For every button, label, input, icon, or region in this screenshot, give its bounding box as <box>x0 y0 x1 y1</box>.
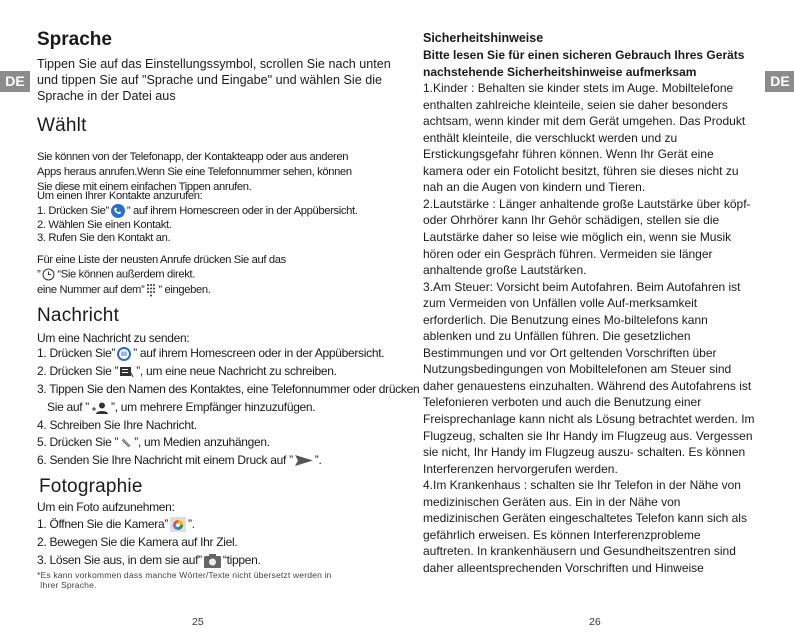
safety-text-line: 1.Kinder : Behalten sie kinder stets im Auge. Mobiltelefone <box>423 81 734 95</box>
safety-text-line: 4.Im Krankenhaus : schalten sie Ihr Telefon in der Nähe von <box>423 478 741 493</box>
dialpad-icon <box>146 283 156 297</box>
page-number-right: 26 <box>589 616 601 628</box>
safety-text-line: zum Vermeiden von Unfällen volle Auf-merksamkeit <box>423 296 698 311</box>
safety-text-line: hören oder ein Gespräch führen. Vermeiden sie länger <box>423 246 713 261</box>
text: ” auf ihrem Homescreen oder in der Appübersicht. <box>126 204 358 217</box>
message-step-6 <box>37 453 322 467</box>
page-number-left: 25 <box>192 616 204 628</box>
text: ” eingeben. <box>158 283 211 296</box>
safety-text-line: nah an die Augen von kindern und Tieren. <box>423 180 646 195</box>
paperclip-icon <box>120 437 132 449</box>
text: 1. Drücken Sie” <box>37 204 109 217</box>
phone-app-icon <box>111 204 125 218</box>
call-step-2: 2. Wählen Sie einen Kontakt. <box>37 219 172 231</box>
safety-text-line: ablenken und zu Unfällen führen. Die gesetzlichen <box>423 329 691 344</box>
text: ”, um Medien anzuhängen. <box>134 435 270 449</box>
sprache-line: Tippen Sie auf das Einstellungssymbol, scrollen Sie nach unten <box>37 57 391 71</box>
safety-text-line: gefährlich erweisen. Es können Interferenzprobleme <box>423 527 701 542</box>
footnote: *Es kann vorkommen dass manche Wörter/Texte nicht übersetzt werden in <box>37 570 332 580</box>
message-step-1 <box>37 346 384 361</box>
contact-heading: Um einen Ihrer Kontakte anzurufen: <box>37 190 203 202</box>
safety-text-line: Interferenzen hervorgerufen werden. <box>423 461 618 476</box>
text: 6. Senden Sie Ihre Nachricht mit einem Druck auf ” <box>37 453 293 467</box>
section-title-waehlt: Wählt <box>37 115 87 136</box>
call-step-1 <box>37 204 358 218</box>
safety-text-line: Lautstärke daher so leise wie möglich ein, wenn sie Musik <box>423 229 732 244</box>
safety-text-line: oder Ohrhörer kann Ihr Gehör schädigen, stellen sie die <box>423 213 720 228</box>
safety-text-line: medizinischen Geräten aus. Ein in der Nähe von <box>423 494 681 509</box>
recent-calls-line: Für eine Liste der neusten Anrufe drücken Sie auf das <box>37 254 286 266</box>
call-step-3: 3. Rufen Sie den Kontakt an. <box>37 232 171 244</box>
safety-text-line: Erstickungsgefahr führen können. Wenn Ihr Gerät eine <box>423 147 714 162</box>
recent-calls-line <box>37 268 195 281</box>
safety-text-line: sie nicht, Ihr Handy im Flugzeug auszu- schalten. Es können <box>423 445 746 460</box>
safety-text-line: Freisprechanlage kann nicht als Lösung betrachtet werden. Im <box>423 412 755 426</box>
text: 2. Drücken Sie ” <box>37 364 119 378</box>
sprache-line: Sprache in der Datei aus <box>37 89 176 103</box>
message-intro: Um eine Nachricht zu senden: <box>37 331 190 345</box>
text: 3. Lösen Sie aus, in dem sie auf” <box>37 553 202 567</box>
photo-step-3 <box>37 553 261 568</box>
waehlt-intro-line: Sie können von der Telefonapp, der Kontakteapp oder aus anderen <box>37 151 349 163</box>
safety-text-line: auftreten. In krankenhäusern und Gesundheitszentren sind <box>423 544 736 559</box>
safety-subtitle: Bitte lesen Sie für einen sicheren Gebrauch Ihres Geräts <box>423 48 745 62</box>
text: ”. <box>314 453 322 467</box>
send-icon <box>295 455 313 466</box>
message-step-4: 4. Schreiben Sie Ihre Nachricht. <box>37 418 197 432</box>
section-title-fotographie: Fotographie <box>39 476 143 497</box>
section-title-sprache: Sprache <box>37 29 112 50</box>
safety-text-line: Telefonieren verboten und auch die Benutzung einer <box>423 395 702 410</box>
language-badge-left: DE <box>0 71 30 92</box>
message-step-2 <box>37 364 337 378</box>
language-badge-right: DE <box>765 71 794 92</box>
photo-step-2: 2. Bewegen Sie die Kamera auf Ihr Ziel. <box>37 535 238 549</box>
recent-calls-line <box>37 283 211 297</box>
safety-text-line: enthalten zahlreiche kleinteile, seien sie daher besonders <box>423 97 728 112</box>
text: “Sie können außerdem direkt. <box>57 268 195 281</box>
waehlt-intro-line: Sie diese mit einem einfachen Tippen anrufen. <box>37 181 252 193</box>
message-step-3: 3. Tippen Sie den Namen des Kontaktes, eine Telefonnummer oder drücken <box>37 382 420 396</box>
safety-text-line: achtsam, wenn kinder mit dem Gerät umgehen. Das Produkt <box>423 114 746 129</box>
camera-app-icon <box>170 517 186 532</box>
photo-intro: Um ein Foto aufzunehmen: <box>37 500 175 514</box>
safety-text-line: Flugzeug, schalten sie Ihr Handy im Flugzeug aus. Vergessen <box>423 428 753 443</box>
safety-text-line: 2.Lautstärke : Länger anhaltende große Lautstärke über köpf- <box>423 196 751 211</box>
section-title-nachricht: Nachricht <box>37 305 120 326</box>
shutter-icon <box>204 554 221 568</box>
text: 1. Öffnen Sie die Kamera” <box>37 517 169 531</box>
compose-icon <box>120 366 134 378</box>
sprache-line: und tippen Sie auf "Sprache und Eingabe" und wählen Sie die <box>37 73 383 87</box>
safety-text-line: Bestimmungen und vor Ort geltenden Vorschriften über <box>423 345 717 360</box>
safety-text-line: enthält kleinteile, die verschluckt werden und zu <box>423 130 678 145</box>
message-step-5 <box>37 435 270 449</box>
text: ”, um mehrere Empfänger hinzuzufügen. <box>111 400 316 414</box>
text: Sie auf ” <box>47 400 89 414</box>
add-recipient-icon <box>91 402 109 414</box>
clock-icon <box>42 268 55 281</box>
safety-text-line: kamera oder ein Fotolicht besitzt, führen sie dieses nicht zu <box>423 163 739 178</box>
safety-text-line: erforderlich. Die Benutzung eines Mo-biltelefons kann <box>423 312 708 327</box>
text: ”. <box>188 517 195 531</box>
safety-text-line: medizinischen Geräten eingeschaltetes Telefon kann sich als <box>423 511 747 526</box>
message-step-3-cont <box>47 400 315 414</box>
footnote: Ihrer Sprache. <box>40 580 97 590</box>
safety-subtitle: nachstehende Sicherheitshinweise aufmerksam <box>423 65 697 79</box>
safety-text-line: Nutzungsbedingungen von Mobiltelefonen am Steuer sind <box>423 362 732 377</box>
safety-text-line: anhaltende große Lautstärken. <box>423 263 587 278</box>
photo-step-1 <box>37 517 195 532</box>
text: ” auf ihrem Homescreen oder in der Appübersicht. <box>133 346 385 360</box>
waehlt-intro-line: Apps heraus anrufen.Wenn Sie eine Telefonnummer sehen, können <box>37 166 352 178</box>
safety-text-line: 3.Am Steuer: Vorsicht beim Autofahren. Beim Autofahren ist <box>423 279 741 294</box>
text: ” <box>37 268 41 281</box>
text: 1. Drücken Sie” <box>37 346 116 360</box>
safety-text-line: daher alleentsprechenden Vorschriften und Hinweise <box>423 560 704 575</box>
safety-title: Sicherheitshinweise <box>423 31 544 45</box>
messages-app-icon <box>117 347 131 361</box>
text: 5. Drücken Sie ” <box>37 435 119 449</box>
text: eine Nummer auf dem” <box>37 283 145 296</box>
text: “tippen. <box>222 553 261 567</box>
text: ”, um eine neue Nachricht zu schreiben. <box>136 364 337 378</box>
safety-text-line: daher genauestens einzuhalten. Während des Autofahrens ist <box>423 378 752 393</box>
